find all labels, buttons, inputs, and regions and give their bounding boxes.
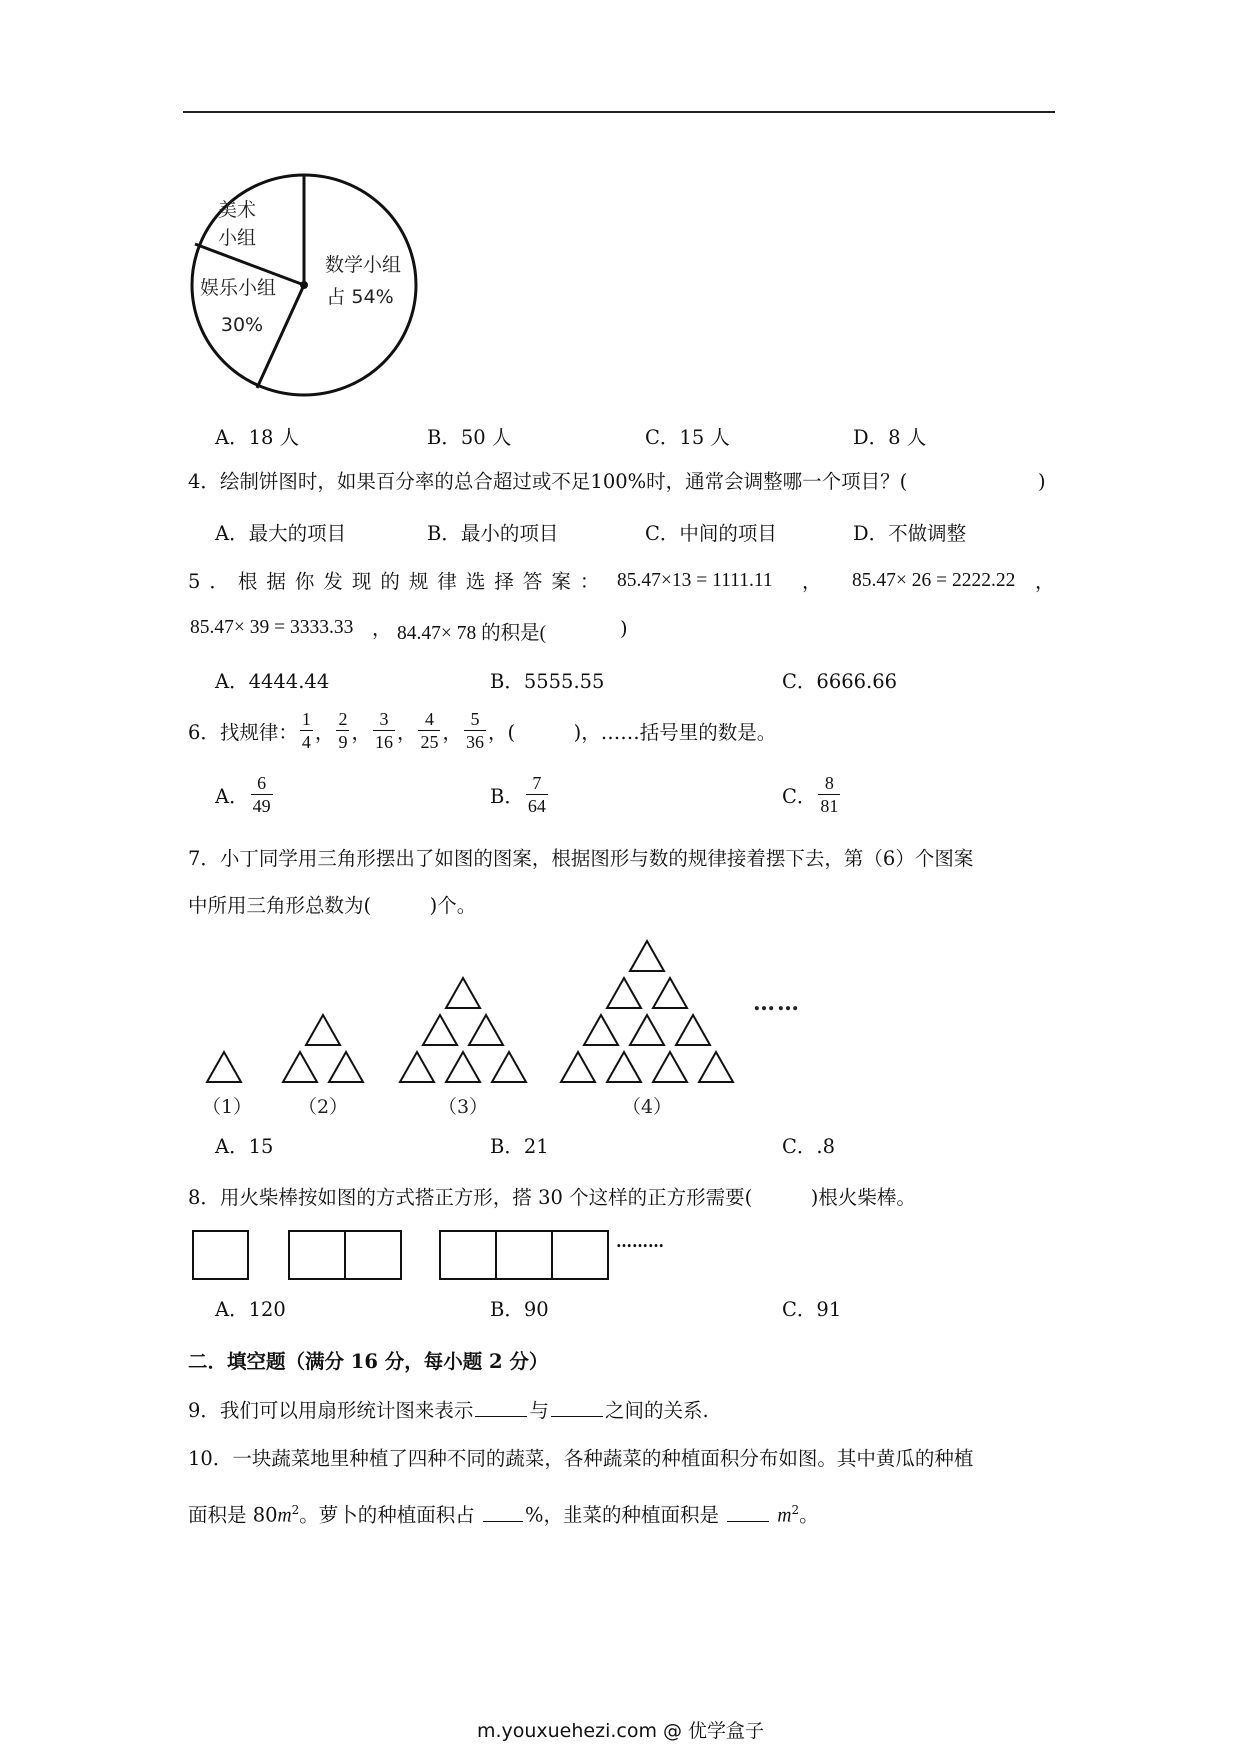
triangle-p2-r2-2 [329, 1052, 363, 1082]
footer-watermark: m.youxuehezi.com @ 优学盒子 [476, 1720, 765, 1742]
q6-option-c-fraction [818, 772, 840, 817]
q5-sep-1: ， [802, 570, 822, 593]
q10-blank-percent[interactable] [483, 1503, 523, 1522]
q6-option-a-den: 49 [252, 796, 271, 816]
triangle-p4-r4-2 [607, 1052, 641, 1082]
q6-option-b-num: 7 [532, 773, 542, 793]
triangle-p4-r2-2 [653, 978, 687, 1008]
q5-option-c: C．6666.66 [782, 670, 898, 693]
q6-option-b [490, 772, 550, 817]
q6-fraction-4-den: 25 [420, 732, 439, 752]
q5-eq3: 85.47× 39 = 3333.33 [190, 617, 354, 638]
q9-blank-2[interactable] [551, 1398, 603, 1417]
q10-line-2 [188, 1497, 819, 1530]
q7-label-3: （3） [437, 1096, 489, 1118]
q5-tail: 84.47× 78 的积是( [397, 623, 547, 644]
pie-label-art-1: 美术 [217, 199, 257, 221]
q10-area-prefix: 面积是 80 [188, 1503, 278, 1527]
q9-blank-1[interactable] [475, 1398, 527, 1417]
q6-comma: ， [396, 720, 417, 744]
q7-option-b: B．21 [490, 1135, 549, 1158]
pie-label-math-2: 占 54% [326, 286, 394, 308]
q7-label-4: （4） [621, 1096, 673, 1118]
square-pair-2 [345, 1231, 401, 1279]
q10-unit-m-2: m [777, 1505, 792, 1527]
q10-radish-text: 。萝卜的种植面积占 [299, 1503, 475, 1527]
pie-label-math-1: 数学小组 [324, 254, 402, 276]
q8-text: 8．用火柴棒按如图的方式搭正方形，搭 30 个这样的正方形需要( )根火柴棒。 [188, 1186, 916, 1209]
square-single [193, 1231, 248, 1279]
q4-close-paren: ) [1038, 470, 1046, 493]
q5-eq2: 85.47× 26 = 2222.22 [852, 570, 1016, 591]
q6-option-b-fraction [526, 772, 548, 817]
pie-label-ent-1: 娱乐小组 [199, 277, 277, 299]
q8-option-a: A．120 [215, 1298, 286, 1321]
q6-fraction-2-num: 2 [338, 709, 348, 729]
q7-label-1: （1） [201, 1096, 253, 1118]
q4-option-a: A．最大的项目 [215, 522, 347, 545]
q6-fraction-1-den: 4 [301, 732, 311, 752]
pie-label-art-2: 小组 [217, 227, 257, 249]
q6-option-a-letter: A． [215, 784, 249, 808]
q7-label-2: （2） [297, 1096, 349, 1118]
q6-option-a-fraction [251, 772, 273, 817]
triangle-p4-r1-1 [630, 941, 664, 971]
q7-option-a: A．15 [215, 1135, 274, 1158]
q6-fraction-4-num: 4 [424, 709, 434, 729]
q6-suffix: ，……括号里的数是。 [581, 720, 777, 744]
square-triple-2 [496, 1231, 552, 1279]
pie-divider-bottom [257, 285, 304, 388]
q8-option-c: C．91 [782, 1298, 842, 1321]
q7-ellipsis: …… [753, 990, 801, 1016]
pie-chart [180, 170, 435, 402]
q10-chive-text: %，韭菜的种植面积是 [524, 1503, 719, 1527]
q5-eq1: 85.47×13 = 1111.11 [617, 570, 773, 591]
q6-option-c-den: 81 [820, 796, 839, 816]
triangle-p3-r3-1 [400, 1052, 434, 1082]
q10-blank-area[interactable] [727, 1503, 769, 1522]
q10-unit-sup: 2 [291, 1503, 300, 1517]
triangle-patterns [207, 941, 733, 1082]
triangle-p4-r3-3 [676, 1015, 710, 1045]
q9-suffix: 之间的关系. [604, 1399, 709, 1422]
q6-comma: ， [487, 720, 508, 744]
q6-fraction-2-den: 9 [338, 732, 348, 752]
q4-option-d: D．不做调整 [853, 522, 967, 545]
q10-line-1: 10．一块蔬菜地里种植了四种不同的蔬菜，各种蔬菜的种植面积分布如图。其中黄瓜的种植 [188, 1447, 974, 1470]
q6-prefix: 6．找规律： [188, 720, 298, 744]
triangle-p3-r2-1 [423, 1015, 457, 1045]
q6-option-b-letter: B． [490, 784, 524, 808]
square-triple-1 [440, 1231, 496, 1279]
square-pair-1 [289, 1231, 345, 1279]
q6-fraction-2 [336, 708, 349, 753]
triangle-p4-r2-1 [607, 978, 641, 1008]
q6-comma: ， [442, 720, 462, 744]
q6-option-c-num: 8 [824, 773, 834, 793]
q6-sequence [188, 708, 776, 753]
q7-triangle-figure [195, 930, 835, 1130]
q5-close-paren: ) [620, 617, 628, 640]
triangle-p4-r4-4 [699, 1052, 733, 1082]
q5-sep-3: ， [372, 617, 392, 640]
q10-unit-sup-2: 2 [791, 1503, 800, 1517]
triangle-p3-r2-2 [469, 1015, 503, 1045]
q8-ellipsis: ……… [616, 1232, 664, 1251]
triangle-p4-r3-1 [584, 1015, 618, 1045]
q5-option-a: A．4444.44 [215, 670, 330, 693]
pie-center-dot [300, 281, 308, 289]
triangle-p4-r4-1 [561, 1052, 595, 1082]
q4-option-c: C．中间的项目 [645, 522, 777, 545]
q6-fraction-3 [373, 708, 395, 753]
q5-prefix: 5．根据你发现的规律选择答案： [188, 570, 609, 593]
q10-unit-m: m [277, 1505, 292, 1527]
q6-option-a [215, 772, 275, 817]
q5-option-b: B．5555.55 [490, 670, 605, 693]
triangle-p3-r1-1 [446, 978, 480, 1008]
q6-fraction-4 [418, 708, 440, 753]
q6-fraction-5 [464, 708, 486, 753]
q6-fraction-1 [300, 708, 313, 753]
q6-comma: ， [314, 720, 335, 744]
q3-option-c: C．15 人 [645, 426, 730, 449]
q6-comma: ， [351, 720, 371, 744]
q3-option-b: B．50 人 [427, 426, 512, 449]
q7-line-1: 7．小丁同学用三角形摆出了如图的图案，根据图形与数的规律接着摆下去，第（6）个图案 [188, 847, 974, 870]
triangle-p1-r1-1 [207, 1052, 241, 1082]
q3-option-a: A．18 人 [215, 426, 300, 449]
q3-option-d: D．8 人 [853, 426, 927, 449]
triangle-p3-r3-3 [492, 1052, 526, 1082]
triangle-p3-r3-2 [446, 1052, 480, 1082]
triangle-p2-r1-1 [306, 1015, 340, 1045]
q6-fraction-5-den: 36 [465, 732, 484, 752]
q6-option-c-letter: C． [782, 784, 817, 808]
q6-option-c [782, 772, 842, 817]
q7-line-2: 中所用三角形总数为( )个。 [188, 894, 477, 917]
q4-option-b: B．最小的项目 [427, 522, 559, 545]
q8-option-b: B．90 [490, 1298, 549, 1321]
q10-end: 。 [799, 1503, 819, 1527]
q8-matchstick-figure [190, 1225, 710, 1285]
q4-text: 4．绘制饼图时，如果百分率的总合超过或不足100%时，通常会调整哪一个项目？( [188, 470, 908, 493]
square-triple-3 [552, 1231, 608, 1279]
q6-fraction-5-num: 5 [470, 709, 480, 729]
section-2-title: 二．填空题（满分 16 分，每小题 2 分） [188, 1350, 549, 1373]
header-rule [183, 111, 1055, 113]
pie-label-ent-2: 30% [220, 314, 264, 336]
q6-option-b-den: 64 [527, 796, 546, 816]
q6-fraction-1-num: 1 [301, 709, 311, 729]
q9-mid: 与 [529, 1399, 549, 1422]
q6-fraction-3-den: 16 [374, 732, 393, 752]
q6-fraction-3-num: 3 [379, 709, 389, 729]
q6-option-a-num: 6 [257, 773, 267, 793]
q6-paren: ( ) [507, 720, 582, 744]
triangle-p4-r3-2 [630, 1015, 664, 1045]
q9-prefix: 9．我们可以用扇形统计图来表示 [188, 1399, 474, 1422]
q5-sep-2: ， [1035, 570, 1055, 593]
q7-option-c: C．.8 [782, 1135, 836, 1158]
q9-text [188, 1398, 709, 1424]
triangle-p2-r2-1 [283, 1052, 317, 1082]
triangle-p4-r4-3 [653, 1052, 687, 1082]
